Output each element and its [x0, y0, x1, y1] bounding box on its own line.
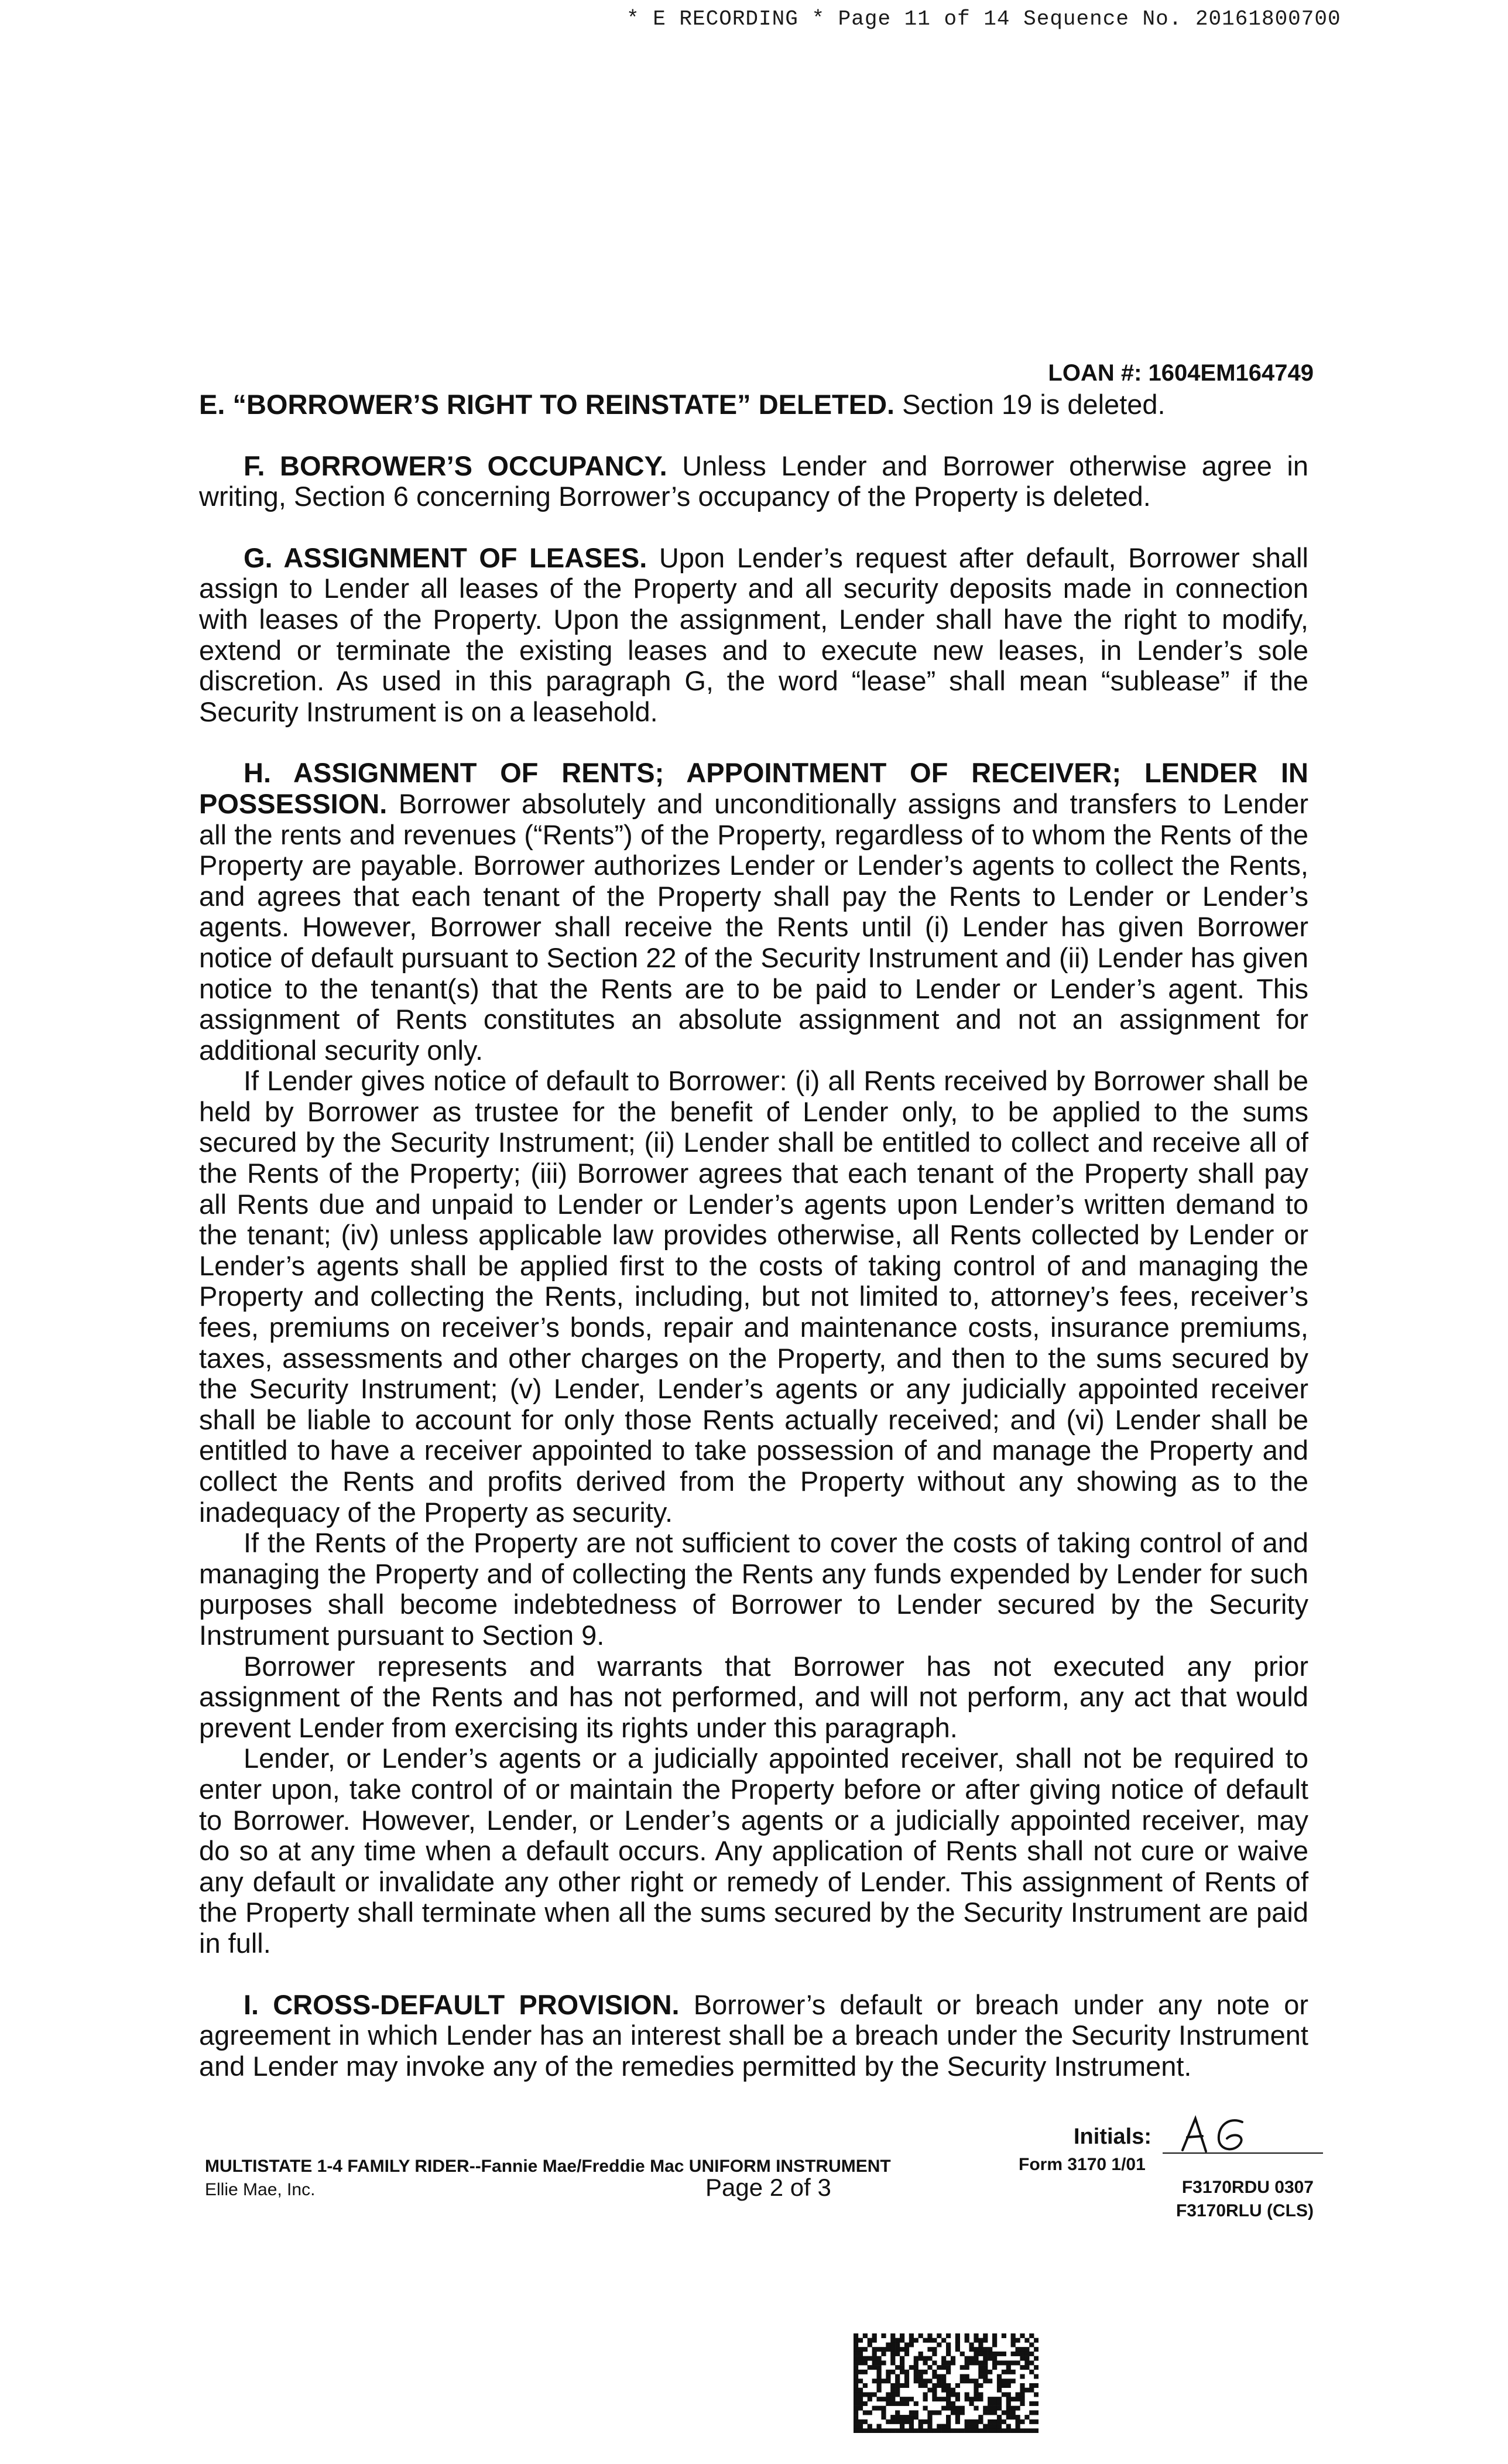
section-g-heading: G. ASSIGNMENT OF LEASES.: [244, 542, 647, 573]
form-title: MULTISTATE 1-4 FAMILY RIDER--Fannie Mae/Freddie Mac UNIFORM INSTRUMENT: [205, 2157, 891, 2176]
form-code-2: F3170RLU (CLS): [1175, 2201, 1314, 2220]
section-f-text: Unless Lender and Borrower otherwise agree in writing, Section 6 concerning Borrower’s occupancy of the Property is deleted.: [199, 450, 1308, 512]
recording-header: * E RECORDING * Page 11 of 14 Sequence No. 20161800700: [626, 7, 1341, 31]
page-number: Page 2 of 3: [705, 2174, 831, 2201]
section-i-heading: I. CROSS-DEFAULT PROVISION.: [244, 1989, 680, 2020]
form-codes: [1176, 2176, 1314, 2223]
section-h-paragraph-5: Lender, or Lender’s agents or a judicially appointed receiver, shall not be required to enter upon, take control of or maintain the Property before or after giving notice of default to Borrower. However, Lender, or Lender’s agents or a judicially appointed receiver, may do so at any time when a default occurs. Any application of Rents shall not cure or waive any default or invalidate any other right or remedy of Lender. This assignment of Rents of the Property shall terminate when all the sums secured by the Security Instrument are paid in full.: [199, 1743, 1308, 1959]
section-h-text: Borrower absolutely and unconditionally assigns and transfers to Lender all the rents and revenues (“Rents”) of the Property, regardless of to whom the Rents of the Property are payable. Borrower authorizes Lender or Lender’s agents to collect the Rents, and agrees that each tenant of the Property shall pay the Rents to Lender or Lender’s agents. However, Borrower shall receive the Rents until (i) Lender has given Borrower notice of default pursuant to Section 22 of the Security Instrument and (ii) Lender has given notice to the tenant(s) that the Rents are to be paid to Lender or Lender’s agent. This assignment of Rents constitutes an absolute assignment and not an assignment for additional security only.: [199, 788, 1308, 1066]
2d-barcode-icon: [854, 2333, 1039, 2433]
loan-number: LOAN #: 1604EM164749: [1048, 360, 1314, 386]
section-h: [199, 758, 1308, 1066]
section-e: [199, 389, 1308, 420]
section-i: [199, 1990, 1308, 2082]
section-h-paragraph-3: If the Rents of the Property are not sufficient to cover the costs of taking control of and managing the Property and of collecting the Rents any funds expended by Lender for such purposes shall become indebtedness of Borrower to Lender secured by the Security Instrument pursuant to Section 9.: [199, 1527, 1308, 1651]
initials-line: [1163, 2152, 1323, 2154]
section-f-heading: F. BORROWER’S OCCUPANCY.: [244, 450, 667, 481]
section-h-paragraph-2: If Lender gives notice of default to Borrower: (i) all Rents received by Borrower shall be held by Borrower as trustee for the benefit of Lender only, to be applied to the sums secured by the Security Instrument; (ii) Lender shall be entitled to collect and receive all of the Rents of the Property; (iii) Borrower agrees that each tenant of the Property shall pay all Rents due and unpaid to Lender or Lender’s agents upon Lender’s written demand to the tenant; (iv) unless applicable law provides otherwise, all Rents collected by Lender or Lender’s agents shall be applied first to the costs of taking control of and managing the Property and collecting the Rents, including, but not limited to, attorney’s fees, receiver’s fees, premiums on receiver’s bonds, repair and maintenance costs, insurance premiums, taxes, assessments and other charges on the Property, and then to the sums secured by the Security Instrument; (v) Lender, Lender’s agents or any judicially appointed receiver shall be liable to account for only those Rents actually received; and (vi) Lender shall be entitled to have a receiver appointed to take possession of and manage the Property and collect the Rents and profits derived from the Property without any showing as to the inadequacy of the Property as security.: [199, 1065, 1308, 1528]
section-e-text: Section 19 is deleted.: [894, 389, 1166, 420]
publisher-name: Ellie Mae, Inc.: [205, 2180, 316, 2199]
document-body: [199, 389, 1308, 2082]
form-number: Form 3170 1/01: [1019, 2155, 1146, 2174]
section-g: [199, 543, 1308, 728]
section-g-text: Upon Lender’s request after default, Borrower shall assign to Lender all leases of the Property and all security deposits made in connection with leases of the Property. Upon the assignment, Lender shall have the right to modify, extend or terminate the existing leases and to execute new leases, in Lender’s sole discretion. As used in this paragraph G, the word “lease” shall mean “sublease” if the Security Instrument is on a leasehold.: [199, 542, 1308, 727]
initials-label: Initials:: [1074, 2124, 1152, 2149]
section-i-text: Borrower’s default or breach under any note or agreement in which Lender has an interest shall be a breach under the Security Instrument and Lender may invoke any of the remedies permitted by the Security Instrument.: [199, 1989, 1308, 2082]
section-h-paragraph-4: Borrower represents and warrants that Borrower has not executed any prior assignment of the Rents and has not performed, and will not perform, any act that would prevent Lender from exercising its rights under this paragraph.: [199, 1650, 1308, 1743]
section-f: [199, 451, 1308, 512]
section-h-heading: H. ASSIGNMENT OF RENTS; APPOINTMENT OF RECEIVER; LENDER IN POSSESSION.: [199, 757, 1308, 819]
section-e-heading: E. “BORROWER’S RIGHT TO REINSTATE” DELETED.: [199, 389, 895, 420]
form-code-1: F3170RDU 0307: [1181, 2178, 1314, 2197]
handwritten-initials: [1172, 2114, 1254, 2161]
